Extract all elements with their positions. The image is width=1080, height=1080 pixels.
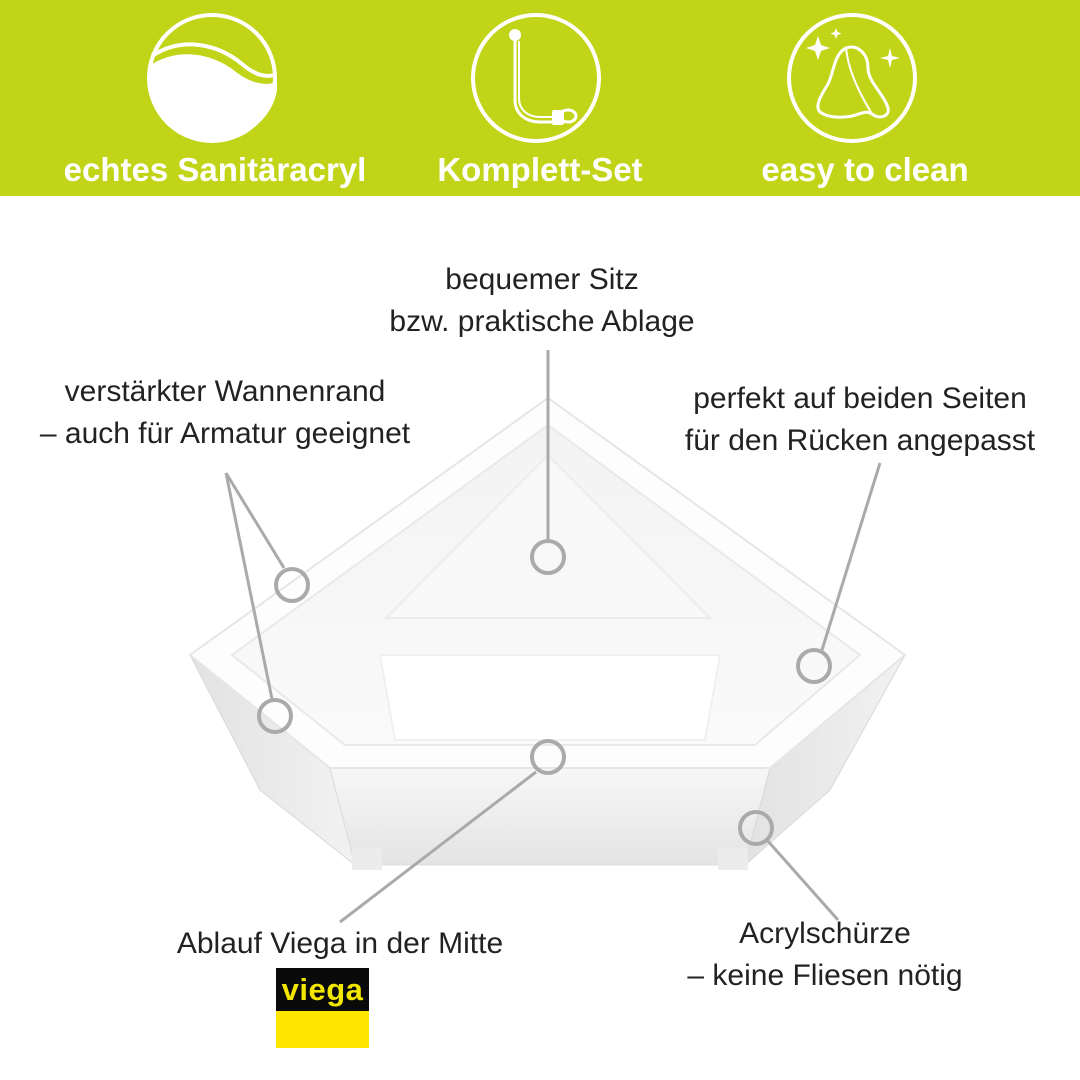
annotation-apron-line2: – keine Fliesen nötig	[687, 959, 963, 992]
feature-label-acrylic: echtes Sanitäracryl	[63, 151, 367, 188]
annotation-rim-line1: verstärkter Wannenrand	[64, 375, 386, 408]
feature-label-easy-clean: easy to clean	[761, 151, 969, 188]
viega-logo	[276, 968, 369, 1048]
annotation-apron-line1: Acrylschürze	[739, 917, 911, 950]
annotation-apron	[650, 913, 1000, 997]
annotation-seat	[342, 259, 742, 343]
annotation-rim	[8, 371, 442, 455]
annotation-seat-line2: bzw. praktische Ablage	[389, 305, 695, 338]
annotation-back-line1: perfekt auf beiden Seiten	[693, 382, 1027, 415]
feature-label-complete-set: Komplett-Set	[437, 151, 643, 188]
annotation-drain-line1: Ablauf Viega in der Mitte	[176, 927, 504, 960]
annotation-back	[650, 378, 1070, 462]
annotation-seat-line1: bequemer Sitz	[445, 263, 639, 296]
annotation-back-line2: für den Rücken angepasst	[684, 424, 1036, 457]
viega-logo-text: viega	[276, 968, 369, 1011]
annotation-drain	[140, 923, 540, 965]
viega-logo-yellow-band	[276, 1011, 369, 1048]
annotation-rim-line2: – auch für Armatur geeignet	[39, 417, 411, 450]
